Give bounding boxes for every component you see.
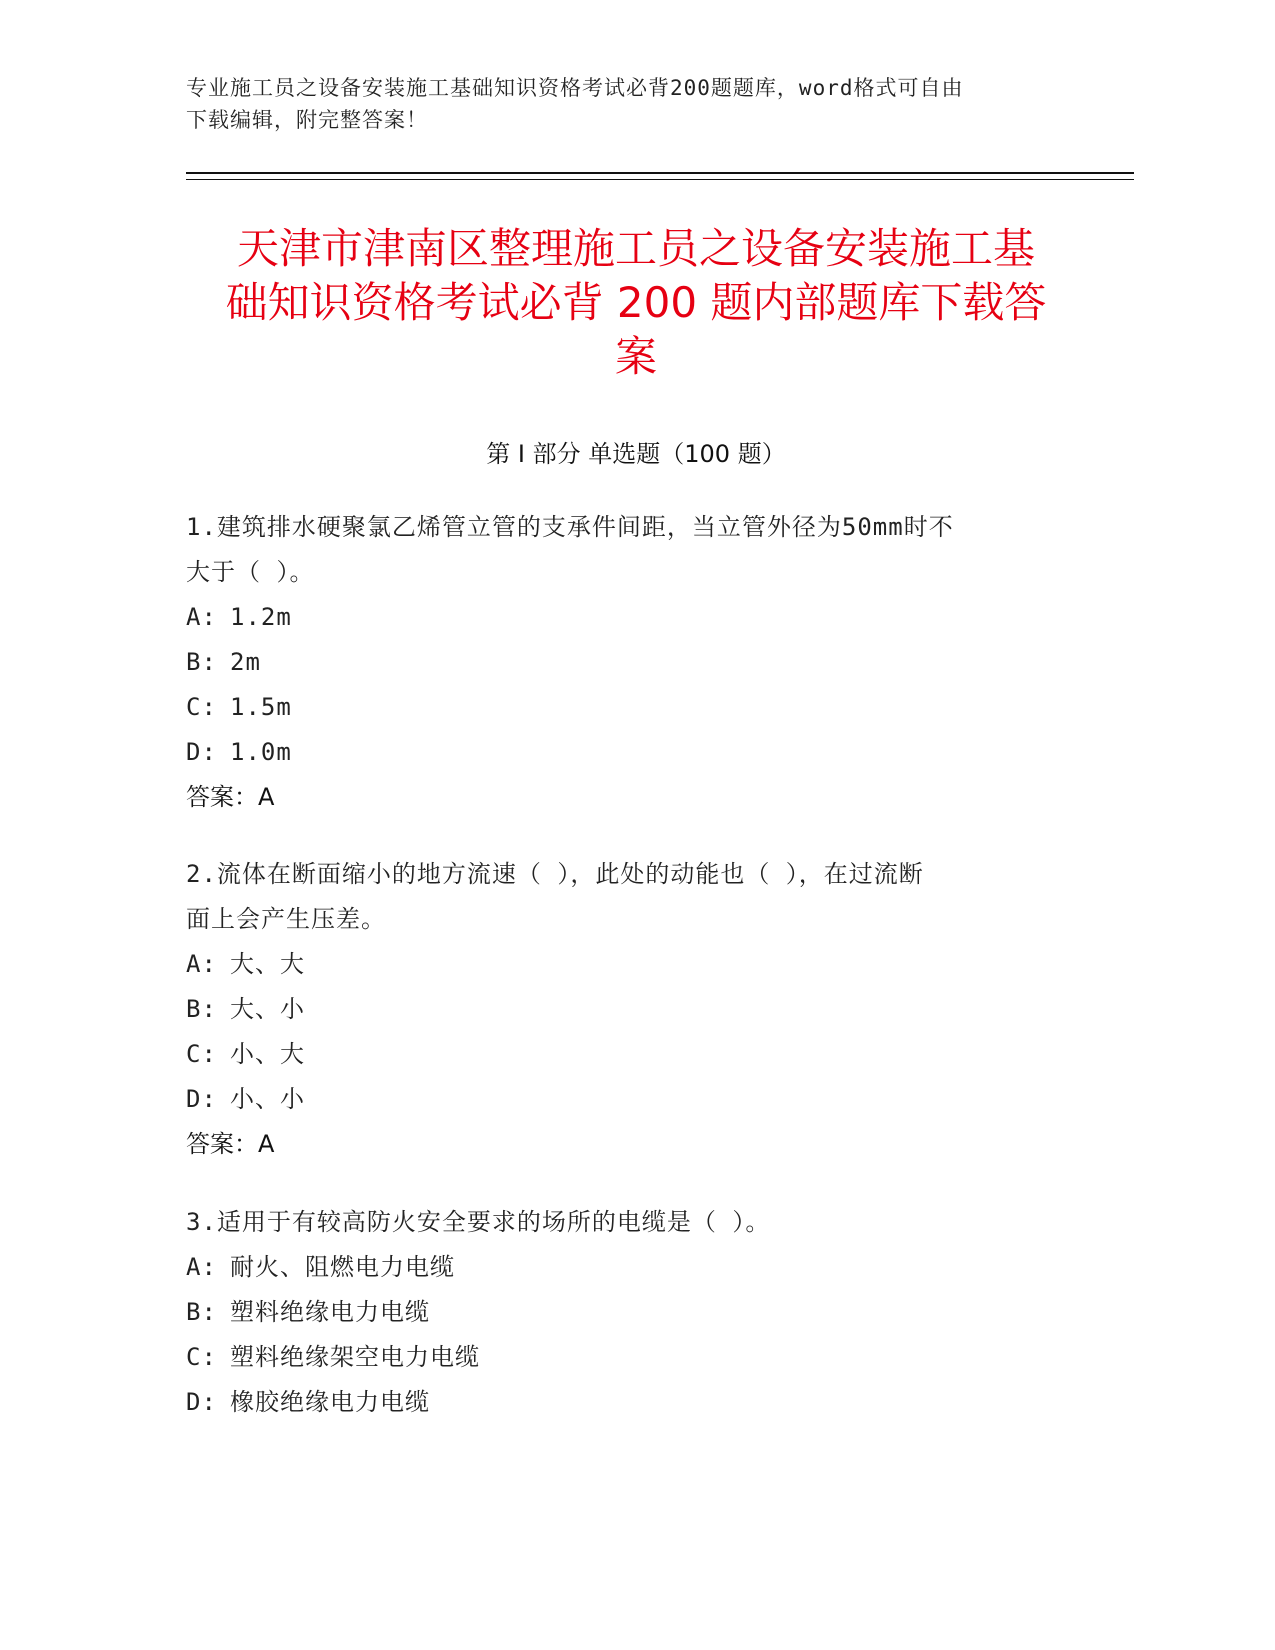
option-a [186, 595, 1066, 640]
option-letter: C: [186, 693, 217, 721]
option-a [186, 942, 1066, 987]
question-stem: 2.流体在断面缩小的地方流速（ ），此处的动能也（ ），在过流断 [186, 860, 924, 888]
option-letter: B: [186, 648, 217, 676]
option-letter: D: [186, 1388, 217, 1416]
section-title: 第 I 部分 单选题（100 题） [486, 440, 786, 468]
option-c [186, 685, 1066, 730]
option-letter: C: [186, 1040, 217, 1068]
question-stem: 面上会产生压差。 [186, 905, 386, 933]
option-text: 橡胶绝缘电力电缆 [230, 1388, 430, 1416]
option-b [186, 987, 1066, 1032]
option-text: 塑料绝缘架空电力电缆 [230, 1343, 480, 1371]
option-text: 1.0m [230, 738, 292, 766]
document-title-line: 案 [614, 332, 657, 381]
option-text: 大、小 [230, 995, 305, 1023]
header-note-line: 专业施工员之设备安装施工基础知识资格考试必背200题题库，word格式可自由 [186, 76, 964, 100]
question-2 [186, 852, 1066, 1167]
option-text: 1.5m [230, 693, 292, 721]
document-title [186, 222, 1086, 384]
option-text: 2m [230, 648, 261, 676]
header-note-line: 下载编辑，附完整答案！ [186, 108, 428, 132]
option-letter: A: [186, 1253, 217, 1281]
option-letter: D: [186, 738, 217, 766]
header-divider-thick [186, 172, 1134, 174]
option-c [186, 1032, 1066, 1077]
option-letter: A: [186, 950, 217, 978]
option-letter: B: [186, 995, 217, 1023]
question-stem: 大于（ ）。 [186, 558, 315, 586]
question-3 [186, 1200, 1066, 1425]
option-text: 1.2m [230, 603, 292, 631]
option-a [186, 1245, 1066, 1290]
option-letter: A: [186, 603, 217, 631]
document-title-line: 础知识资格考试必背 200 题内部题库下载答 [225, 278, 1047, 327]
option-d [186, 1077, 1066, 1122]
option-text: 大、大 [230, 950, 305, 978]
answer: 答案：A [186, 783, 275, 811]
option-d [186, 730, 1066, 775]
header-divider-thin [186, 179, 1134, 180]
option-b [186, 1290, 1066, 1335]
option-c [186, 1335, 1066, 1380]
option-letter: C: [186, 1343, 217, 1371]
option-b [186, 640, 1066, 685]
option-text: 小、大 [230, 1040, 305, 1068]
question-stem: 1.建筑排水硬聚氯乙烯管立管的支承件间距，当立管外径为50mm时不 [186, 513, 954, 541]
option-d [186, 1380, 1066, 1425]
answer: 答案：A [186, 1130, 275, 1158]
document-title-line: 天津市津南区整理施工员之设备安装施工基 [236, 224, 1035, 273]
header-note [186, 72, 1086, 136]
option-letter: D: [186, 1085, 217, 1113]
option-text: 耐火、阻燃电力电缆 [230, 1253, 455, 1281]
option-letter: B: [186, 1298, 217, 1326]
option-text: 小、小 [230, 1085, 305, 1113]
option-text: 塑料绝缘电力电缆 [230, 1298, 430, 1326]
question-stem: 3.适用于有较高防火安全要求的场所的电缆是（ ）。 [186, 1208, 771, 1236]
question-1 [186, 505, 1066, 820]
